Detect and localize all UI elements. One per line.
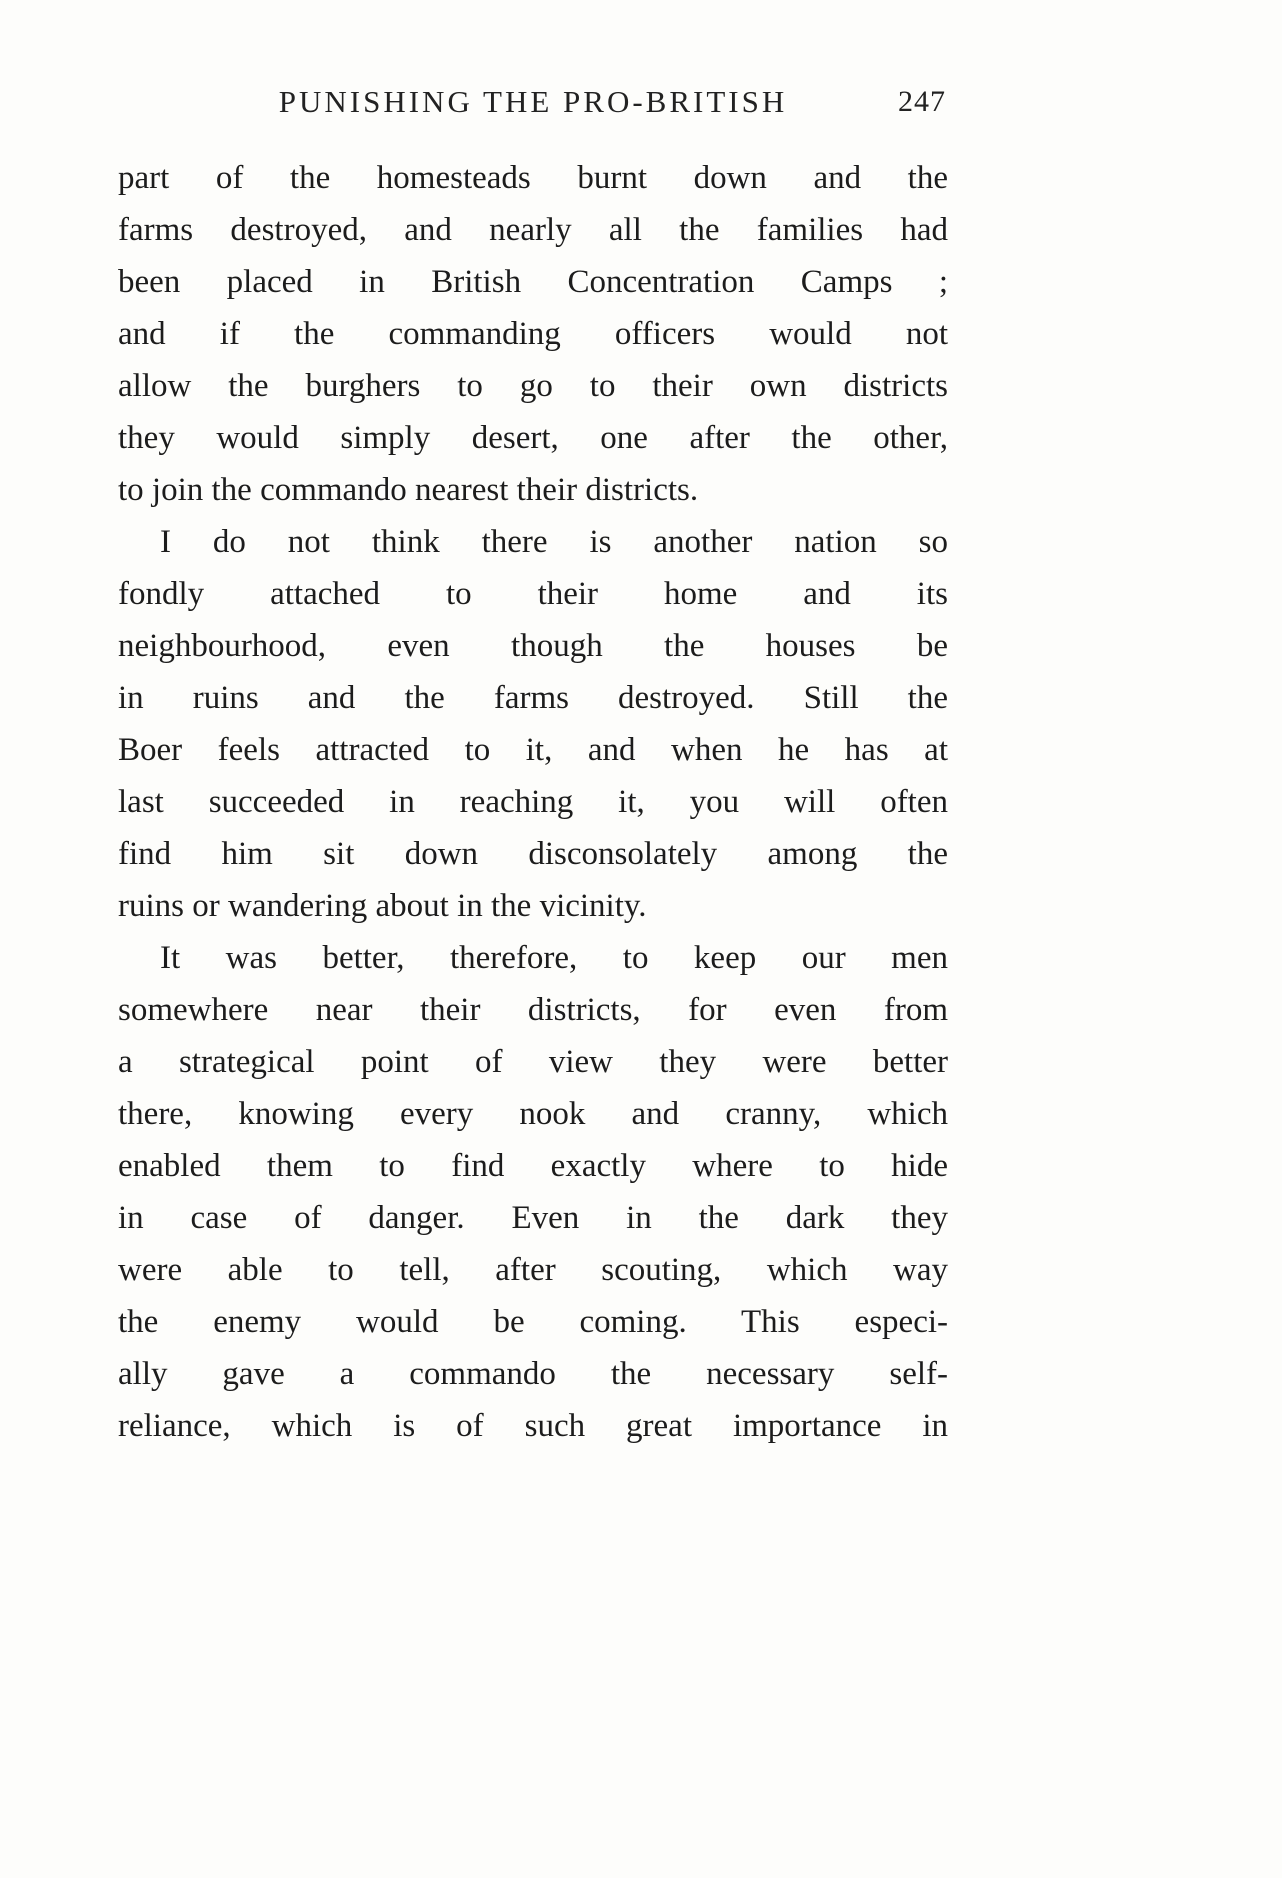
text-line: reliance, which is of such great importance in [118, 1408, 948, 1444]
text-line: they would simply desert, one after the other, [118, 420, 948, 456]
paragraph [118, 932, 948, 1452]
text-line: I do not think there is another nation so [160, 524, 948, 560]
text-line: the enemy would be coming. This especi- [118, 1304, 948, 1340]
text-line: Boer feels attracted to it, and when he has at [118, 732, 948, 768]
text-line: ally gave a commando the necessary self- [118, 1356, 948, 1392]
text-line: fondly attached to their home and its [118, 576, 948, 612]
text-line: allow the burghers to go to their own districts [118, 368, 948, 404]
text-line: and if the commanding officers would not [118, 316, 948, 352]
text-line: last succeeded in reaching it, you will often [118, 784, 948, 820]
text-line: there, knowing every nook and cranny, which [118, 1096, 948, 1132]
text-line: It was better, therefore, to keep our men [160, 940, 948, 976]
header-title: PUNISHING THE PRO-BRITISH [278, 84, 788, 119]
text-line: to join the commando nearest their districts. [118, 472, 699, 508]
running-header [118, 84, 948, 128]
text-line: in case of danger. Even in the dark they [118, 1200, 948, 1236]
text-line: a strategical point of view they were better [118, 1044, 948, 1080]
text-line: somewhere near their districts, for even from [118, 992, 948, 1028]
text-block [118, 84, 948, 1452]
text-line: neighbourhood, even though the houses be [118, 628, 948, 664]
text-line: part of the homesteads burnt down and the [118, 160, 948, 196]
text-line: ruins or wandering about in the vicinity. [118, 888, 647, 924]
page-number: 247 [898, 85, 946, 118]
text-line: in ruins and the farms destroyed. Still the [118, 680, 948, 716]
paragraph [118, 516, 948, 932]
paragraph [118, 152, 948, 516]
text-line: enabled them to find exactly where to hide [118, 1148, 948, 1184]
text-line: been placed in British Concentration Camps ; [118, 264, 948, 300]
text-line: find him sit down disconsolately among the [118, 836, 948, 872]
text-line: were able to tell, after scouting, which way [118, 1252, 948, 1288]
text-line: farms destroyed, and nearly all the families had [118, 212, 948, 248]
